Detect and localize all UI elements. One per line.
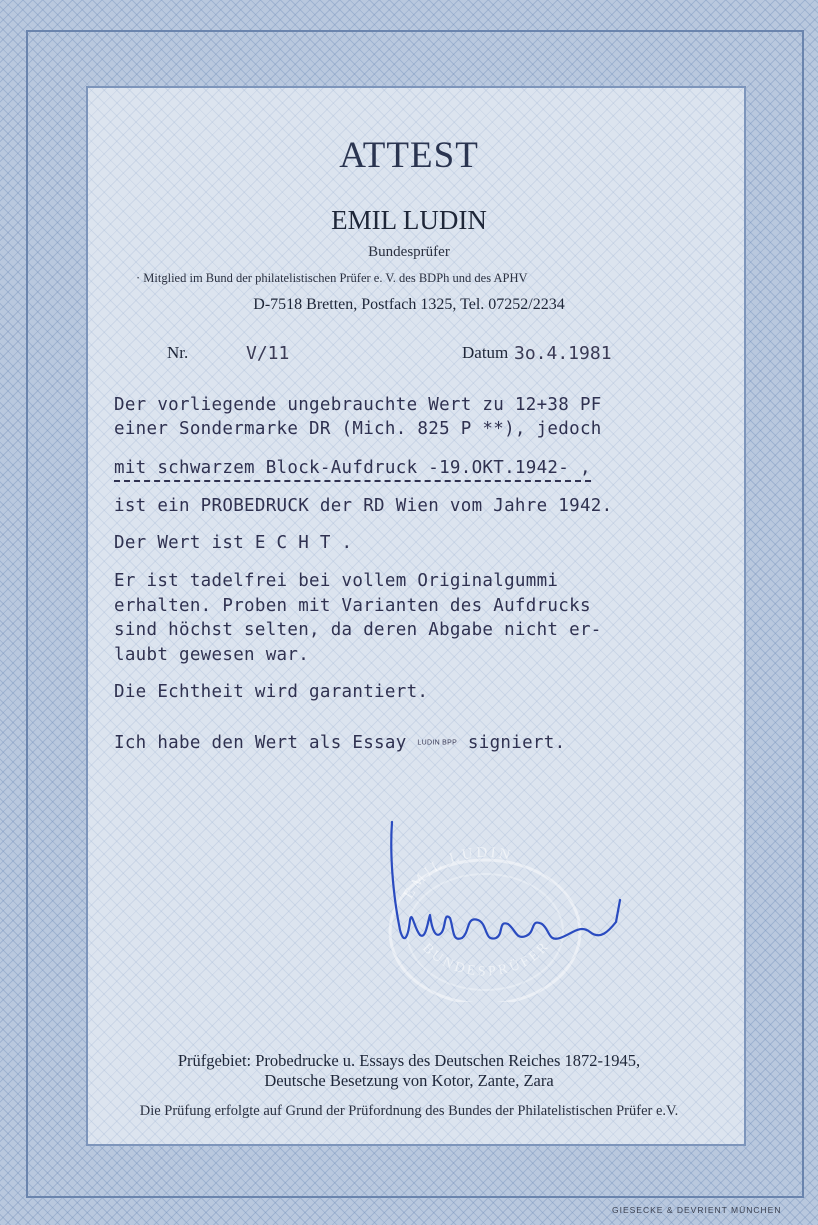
examiner-signature: [380, 820, 630, 960]
seal-text-bottom: BUNDESPRÜFER: [419, 938, 554, 980]
date-label: Datum: [462, 343, 509, 362]
scope-line-1: Prüfgebiet: Probedrucke u. Essays des Deutschen Reiches 1872-1945,: [177, 1051, 641, 1070]
body-line-5: Der Wert ist E C H T .: [114, 533, 353, 553]
number-value: V/11: [246, 343, 290, 364]
body-line-11-end: signiert.: [467, 733, 566, 753]
body-line-4: ist ein PROBEDRUCK der RD Wien vom Jahre 1942.: [114, 496, 613, 516]
body-line-8: sind höchst selten, da deren Abgabe nicht er-: [114, 620, 602, 640]
examiner-name: EMIL LUDIN: [331, 205, 487, 235]
body-line-1: Der vorliegende ungebrauchte Wert zu 12+38 PF: [114, 395, 602, 415]
date-value: 3o.4.1981: [514, 343, 612, 364]
body-line-6: Er ist tadelfrei bei vollem Originalgummi: [114, 571, 559, 591]
membership-line: · Mitglied im Bund der philatelistischen Prüfer e. V. des BDPh und des APHV: [136, 271, 528, 285]
printer-imprint: GIESECKE & DEVRIENT MÜNCHEN: [612, 1205, 782, 1215]
body-line-2: einer Sondermarke DR (Mich. 825 P **), jedoch: [114, 419, 602, 439]
body-line-7: erhalten. Proben mit Varianten des Aufdrucks: [114, 596, 591, 616]
examination-basis: Die Prüfung erfolgte auf Grund der Prüfordnung des Bundes der Philatelistischen Prüfer e.V.: [139, 1103, 679, 1119]
certificate-title: ATTEST: [339, 135, 479, 176]
body-line-11: [114, 733, 565, 753]
body-line-9: laubt gewesen war.: [114, 645, 310, 665]
body-line-3: mit schwarzem Block-Aufdruck -19.OKT.1942- ,: [114, 458, 591, 482]
examiner-address: D-7518 Bretten, Postfach 1325, Tel. 07252/2234: [253, 296, 565, 313]
body-line-11-text: Ich habe den Wert als Essay: [114, 733, 407, 753]
examiner-mini-stamp: LUDIN BPP: [417, 739, 458, 747]
examiner-role: Bundesprüfer: [368, 244, 450, 260]
seal-text-top: EMIL LUDIN: [400, 844, 515, 902]
number-label: Nr.: [167, 343, 189, 362]
scope-line-2: Deutsche Besetzung von Kotor, Zante, Zara: [264, 1071, 554, 1090]
body-line-10: Die Echtheit wird garantiert.: [114, 682, 429, 702]
